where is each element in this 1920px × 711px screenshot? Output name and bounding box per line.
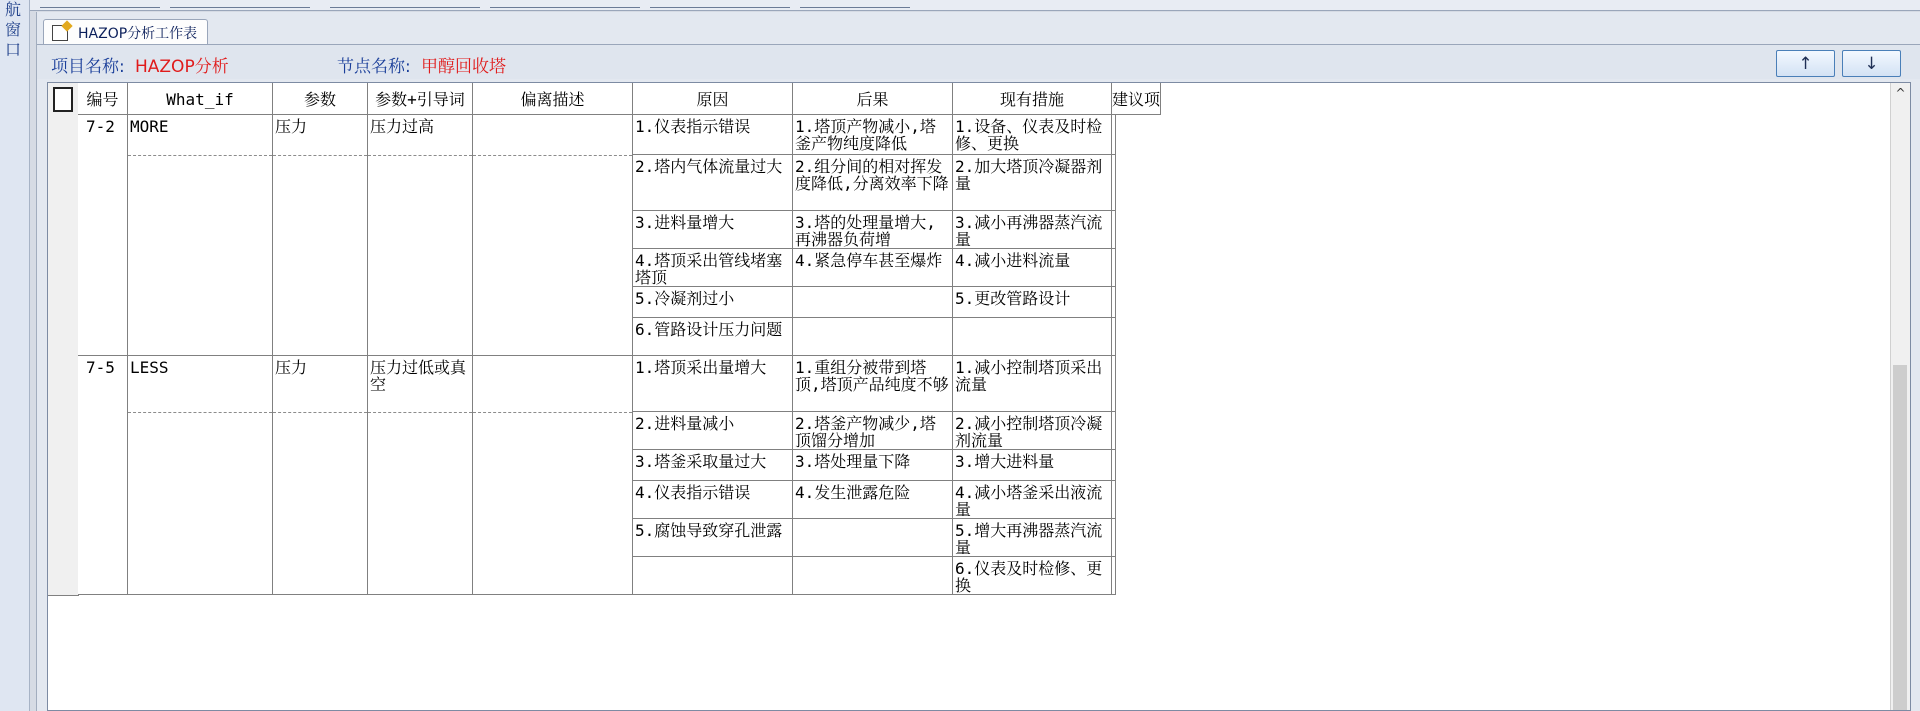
vertical-scrollbar[interactable] <box>1890 83 1910 711</box>
dashed-separator <box>368 155 472 156</box>
cell-measure[interactable]: 2.减小控制塔顶冷凝剂流量 <box>953 412 1112 450</box>
cell-param-guide[interactable]: 压力过低或真空 <box>368 356 473 595</box>
row-selector[interactable] <box>48 249 79 288</box>
edit-document-icon <box>52 25 68 41</box>
cell-what-if[interactable]: LESS <box>128 356 273 595</box>
toolbar-button[interactable] <box>170 0 310 8</box>
cell-suggestion[interactable] <box>1112 287 1116 318</box>
scroll-up-icon[interactable]: ^ <box>1895 86 1906 100</box>
cell-measure[interactable]: 5.增大再沸器蒸汽流量 <box>953 519 1112 557</box>
toolbar-button[interactable] <box>650 0 790 8</box>
col-header-id[interactable]: 编号 <box>78 83 128 115</box>
cell-consequence[interactable]: 1.塔顶产物减小,塔釜产物纯度降低 <box>793 115 953 155</box>
cell-consequence[interactable]: 2.塔釜产物减少,塔顶馏分增加 <box>793 412 953 450</box>
col-header-measure[interactable]: 现有措施 <box>953 83 1112 115</box>
cell-cause[interactable]: 2.进料量减小 <box>633 412 793 450</box>
node-name-label: 节点名称: <box>337 57 411 77</box>
node-name-value: 甲醇回收塔 <box>421 57 506 77</box>
dashed-separator <box>368 412 472 413</box>
row-selector[interactable] <box>48 155 79 212</box>
cell-suggestion[interactable] <box>1112 318 1116 356</box>
col-header-deviation[interactable]: 偏离描述 <box>473 83 633 115</box>
cell-cause[interactable]: 2.塔内气体流量过大 <box>633 155 793 211</box>
cell-suggestion[interactable] <box>1112 557 1116 595</box>
dashed-separator <box>473 412 632 413</box>
col-header-suggestion[interactable]: 建议项 <box>1112 83 1161 115</box>
cell-measure[interactable]: 3.减小再沸器蒸汽流量 <box>953 211 1112 249</box>
cell-measure[interactable]: 4.减小塔釜采出液流量 <box>953 481 1112 519</box>
cell-suggestion[interactable] <box>1112 481 1116 519</box>
cell-consequence[interactable]: 3.塔处理量下降 <box>793 450 953 481</box>
row-selector[interactable] <box>48 318 79 357</box>
row-selector[interactable] <box>48 557 79 596</box>
col-header-cause[interactable]: 原因 <box>633 83 793 115</box>
cell-suggestion[interactable] <box>1112 249 1116 287</box>
workspace <box>36 12 1920 711</box>
cell-measure[interactable]: 1.减小控制塔顶采出流量 <box>953 356 1112 412</box>
cell-cause[interactable]: 1.塔顶采出量增大 <box>633 356 793 412</box>
col-header-consequence[interactable]: 后果 <box>793 83 953 115</box>
cell-consequence[interactable] <box>793 287 953 318</box>
cell-deviation[interactable] <box>473 356 633 595</box>
row-selector[interactable] <box>48 211 79 250</box>
cell-measure[interactable]: 4.减小进料流量 <box>953 249 1112 287</box>
row-selector[interactable] <box>48 481 79 520</box>
cell-param[interactable]: 压力 <box>273 115 368 356</box>
row-selector[interactable] <box>48 356 79 413</box>
cell-cause[interactable] <box>633 557 793 595</box>
cell-consequence[interactable] <box>793 318 953 356</box>
row-selector[interactable] <box>48 287 79 319</box>
dashed-separator <box>128 412 272 413</box>
tab-hazop-worksheet[interactable] <box>43 19 208 45</box>
cell-measure[interactable]: 6.仪表及时检修、更换 <box>953 557 1112 595</box>
cell-cause[interactable]: 1.仪表指示错误 <box>633 115 793 155</box>
cell-id[interactable]: 7-2 <box>78 115 128 356</box>
hazop-table <box>48 83 1292 711</box>
cell-measure[interactable] <box>953 318 1112 356</box>
cell-suggestion[interactable] <box>1112 115 1116 155</box>
toolbar-button[interactable] <box>800 0 910 8</box>
cell-param-guide[interactable]: 压力过高 <box>368 115 473 356</box>
row-selector[interactable] <box>48 450 79 482</box>
toolbar-button[interactable] <box>330 0 480 8</box>
toolbar <box>30 0 1920 11</box>
cell-cause[interactable]: 4.塔顶采出管线堵塞塔顶 <box>633 249 793 287</box>
row-selector[interactable] <box>48 412 79 451</box>
cell-measure[interactable]: 3.增大进料量 <box>953 450 1112 481</box>
hazop-grid-panel <box>47 82 1911 711</box>
tab-label: HAZOP分析工作表 <box>78 25 198 42</box>
navigation-window-strip[interactable] <box>0 0 30 711</box>
cell-what-if[interactable]: MORE <box>128 115 273 356</box>
cell-suggestion[interactable] <box>1112 519 1116 557</box>
dashed-separator <box>473 155 632 156</box>
cell-measure[interactable]: 5.更改管路设计 <box>953 287 1112 318</box>
row-selector[interactable] <box>48 519 79 558</box>
cell-consequence[interactable]: 4.紧急停车甚至爆炸 <box>793 249 953 287</box>
select-all-header <box>48 83 79 116</box>
cell-cause[interactable]: 3.进料量增大 <box>633 211 793 249</box>
cell-deviation[interactable] <box>473 115 633 356</box>
cell-cause[interactable]: 4.仪表指示错误 <box>633 481 793 519</box>
col-header-what-if[interactable]: What_if <box>128 83 273 115</box>
cell-consequence[interactable]: 4.发生泄露危险 <box>793 481 953 519</box>
dashed-separator <box>273 155 367 156</box>
cell-param[interactable]: 压力 <box>273 356 368 595</box>
toolbar-button[interactable] <box>40 0 160 8</box>
info-bar <box>37 45 1920 79</box>
project-name-label: 项目名称: <box>51 57 125 77</box>
toolbar-button[interactable] <box>490 0 640 8</box>
cell-cause[interactable]: 3.塔釜采取量过大 <box>633 450 793 481</box>
project-name-value: HAZOP分析 <box>135 57 229 77</box>
cell-suggestion[interactable] <box>1112 450 1116 481</box>
scrollbar-thumb[interactable] <box>1893 365 1907 710</box>
cell-consequence[interactable]: 2.组分间的相对挥发度降低,分离效率下降 <box>793 155 953 211</box>
dashed-separator <box>273 412 367 413</box>
col-header-param-guide[interactable]: 参数+引导词 <box>368 83 473 115</box>
cell-suggestion[interactable] <box>1112 155 1116 211</box>
cell-consequence[interactable]: 1.重组分被带到塔顶,塔顶产品纯度不够 <box>793 356 953 412</box>
move-up-button[interactable]: ↑ <box>1776 50 1835 77</box>
cell-id[interactable]: 7-5 <box>78 356 128 595</box>
cell-suggestion[interactable] <box>1112 356 1116 412</box>
cell-measure[interactable]: 2.加大塔顶冷凝器剂量 <box>953 155 1112 211</box>
cell-cause[interactable]: 5.腐蚀导致穿孔泄露 <box>633 519 793 557</box>
select-all-checkbox[interactable] <box>53 87 73 112</box>
cell-suggestion[interactable] <box>1112 412 1116 450</box>
navigation-window-label[interactable]: 航窗口 <box>5 0 22 59</box>
col-header-param[interactable]: 参数 <box>273 83 368 115</box>
row-selector[interactable] <box>48 115 79 156</box>
cell-consequence[interactable] <box>793 519 953 557</box>
cell-cause[interactable]: 6.管路设计压力问题 <box>633 318 793 356</box>
cell-consequence[interactable] <box>793 557 953 595</box>
cell-suggestion[interactable] <box>1112 211 1116 249</box>
cell-consequence[interactable]: 3.塔的处理量增大,再沸器负荷增 <box>793 211 953 249</box>
cell-cause[interactable]: 5.冷凝剂过小 <box>633 287 793 318</box>
move-down-button[interactable]: ↓ <box>1842 50 1901 77</box>
cell-measure[interactable]: 1.设备、仪表及时检修、更换 <box>953 115 1112 155</box>
dashed-separator <box>128 155 272 156</box>
